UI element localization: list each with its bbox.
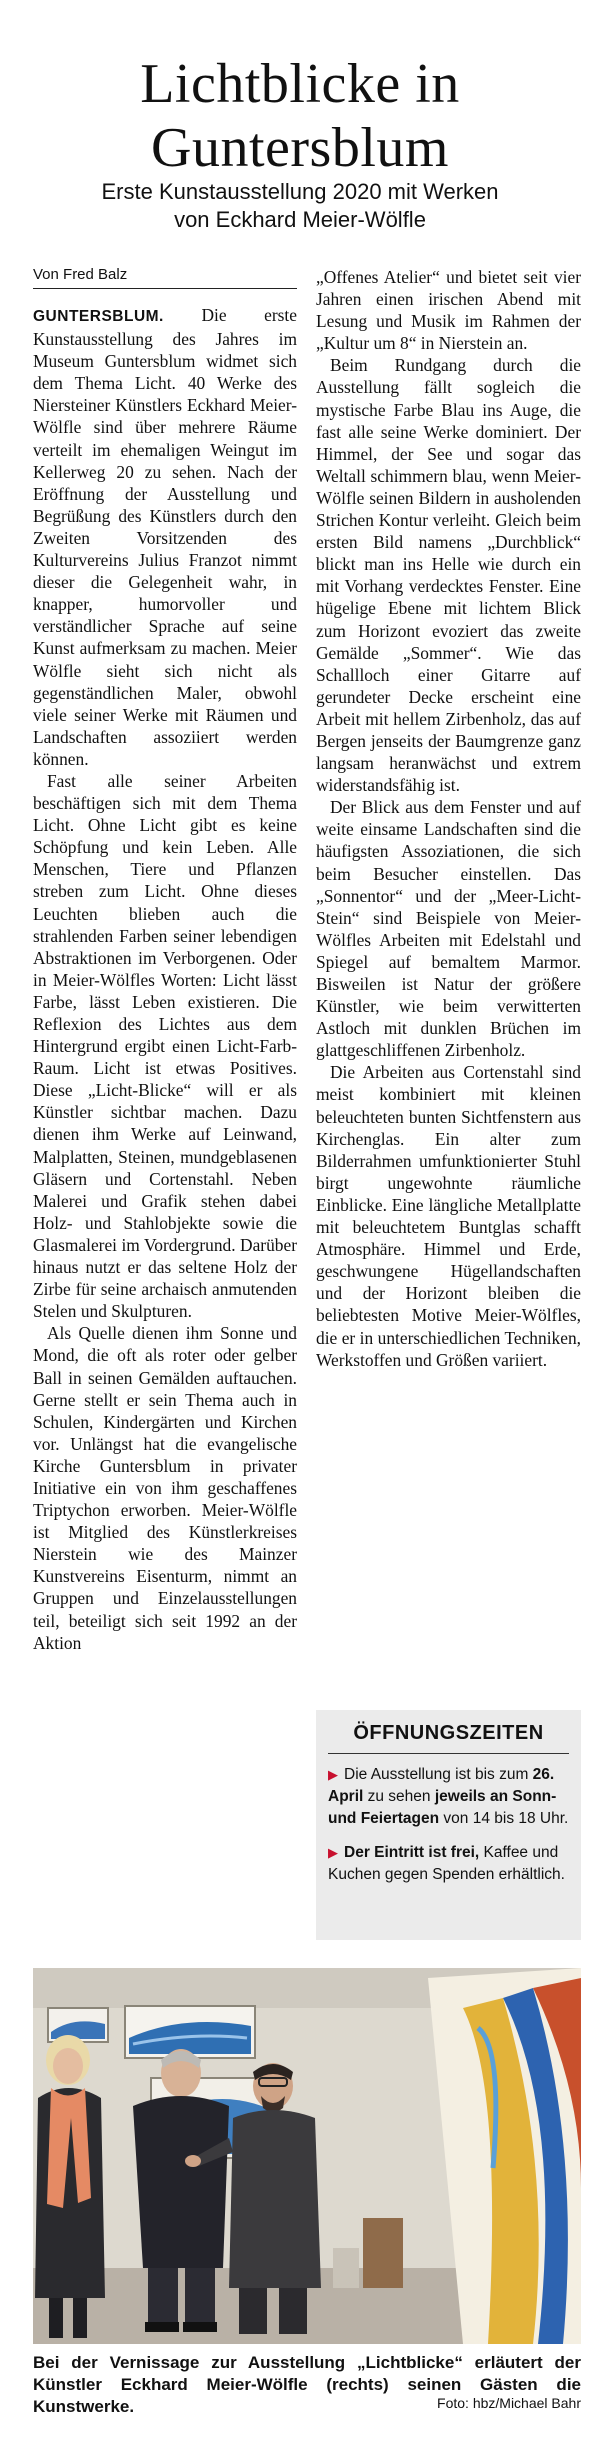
triangle-bullet-icon: ▶	[328, 1845, 338, 1860]
article-paragraph	[33, 304, 297, 770]
article-column-left	[33, 304, 297, 1654]
headline	[0, 52, 600, 180]
info-date: 26. April	[328, 1766, 555, 1805]
paragraph-text: Die erste Kunstausstellung des Jahres im Museum Guntersblum widmet sich dem Thema Licht. 40 Werke des Niersteiner Künstlers Eckhard Meier-Wölfle sind über mehrere Räume verteilt im ehemaligen Weingut im Kellerweg 20 zu sehen. Nach der Eröffnung der Ausstellung und Begrüßung des Künstlers durch den Zweiten Vorsitzenden des Kulturvereins Julius Franzot nimmt dieser die Gelegenheit wahr, in knapper, humorvoller und verständlicher Sprache auf seine Kunst aufmerksam zu machen. Meier Wölfle sieht sich nicht als gegenständlichen Maler, obwohl viele seiner Werke mit Räumen und Landschaften assoziiert werden können.	[33, 305, 297, 769]
divider	[328, 1753, 569, 1754]
article-paragraph: Die Arbeiten aus Cortenstahl sind meist kombiniert mit kleinen beleuchteten bunten Sichtfenstern aus Kirchenglas. Ein alter zum Bilderrahmen umfunktionierter Stuhl birgt ungewohnte räumliche Einblicke. Eine längliche Metallplatte mit beleuchtetem Buntglas schafft Atmosphäre. Himmel und Erde, geschwungene Hügellandschaften und der Horizont bleiben die beliebtesten Motive Meier-Wölfles, die er in unterschiedlichen Techniken, Werkstoffen und Größen variiert.	[316, 1062, 581, 1370]
subheadline-line-1: Erste Kunstausstellung 2020 mit Werken	[101, 179, 499, 204]
photo-illustration	[33, 1968, 581, 2344]
headline-line-1: Lichtblicke in	[140, 52, 460, 115]
info-admission: Der Eintritt ist frei,	[344, 1844, 480, 1861]
info-text: von 14 bis 18 Uhr.	[439, 1810, 569, 1827]
byline: Von Fred Balz	[33, 266, 297, 289]
article-paragraph: Als Quelle dienen ihm Sonne und Mond, die oft als roter oder gelber Ball in seinen Gemälden auftauchen. Gerne stellt er sein Thema auch in Schulen, Kindergärten und Kirchen vor. Unlängst hat die evangelische Kirche Guntersblum in privater Initiative ein von ihm geschaffenes Triptychon erworben. Meier-Wölfle ist Mitglied des Künstlerkreises Nierstein wie des Mainzer Kunstvereins Eisenturm, nimmt an Gruppen und Einzelausstellungen teil, beteiligt sich seit 1992 an der Aktion	[33, 1323, 297, 1653]
photo-credit: Foto: hbz/Michael Bahr	[437, 2395, 581, 2411]
info-text: Die Ausstellung ist bis zum	[344, 1766, 533, 1783]
headline-line-2: Guntersblum	[151, 116, 449, 179]
opening-hours-box	[316, 1710, 581, 1940]
article-paragraph: Fast alle seiner Arbeiten beschäftigen sich mit dem Thema Licht. Ohne Licht gibt es keine Schöpfung und kein Leben. Alle Menschen, Tiere und Pflanzen streben zum Licht. Ohne dieses Leuchten blieben auch die strahlenden Farben seiner lebendigen Abstraktionen im Verborgenen. Oder in Meier-Wölfles Worten: Licht lässt Farbe, lässt Leben existieren. Die Reflexion des Lichtes aus dem Hintergrund ergibt einen Licht-Farb-Raum. Licht ist etwas Positives. Diese „Licht-Blicke“ will er als Künstler sichtbar machen. Dazu dienen ihm Werke auf Leinwand, Malplatten, Steinen, mundgeblasenen Gläsern und Cortenstahl. Neben Malerei und Grafik stehen dabei Holz- und Stahlobjekte sowie die Glasmalerei im Vordergrund. Darüber hinaus nutzt er das seltene Holz der Zirbe für seine archaisch anmutenden Stelen und Skulpturen.	[33, 770, 297, 1322]
article-paragraph: Der Blick aus dem Fenster und auf weite einsame Landschaften sind die häufigsten Assoziationen, die sich beim Besucher einstellen. Das „Sonnentor“ und der „Meer-Licht-Stein“ sind Beispiele von Meier-Wölfles Arbeiten mit Edelstahl und Spiegel auf bemaltem Marmor. Bisweilen ist Natur der größere Künstler, wie beim verwitterten Astloch mit dunklen Brüchen im glattgeschliffenen Zirbenholz.	[316, 797, 581, 1061]
exhibition-photo	[33, 1968, 581, 2344]
info-days: jeweils an Sonn- und Feiertagen	[328, 1788, 557, 1827]
subheadline	[0, 178, 600, 234]
info-text: Kaffee und Kuchen gegen Spenden erhältlich.	[328, 1844, 565, 1883]
article-column-right	[316, 266, 581, 1371]
triangle-bullet-icon: ▶	[328, 1767, 338, 1782]
dateline: GUNTERSBLUM.	[33, 308, 164, 325]
info-item	[328, 1764, 569, 1830]
info-text: zu sehen	[363, 1788, 435, 1805]
opening-hours-title: ÖFFNUNGSZEITEN	[353, 1722, 544, 1744]
article-paragraph: Beim Rundgang durch die Ausstellung fällt sogleich die mystische Farbe Blau ins Auge, die fast alle seine Werke dominiert. Der Himmel, der See und sogar das Weltall schimmern blau, wenn Meier-Wölfle seinen Bildern in ausholenden Strichen Kontur verleiht. Gleich beim ersten Bild namens „Durchblick“ blickt man ins Helle wie durch ein mit Vorhang verdecktes Fenster. Eine hügelige Ebene mit lichtem Blick zum Horizont evoziert das zweite Gemälde „Sommer“. Wie das Schallloch einer Gitarre auf gerundeter Decke erscheint eine Arbeit mit hellem Zirbenholz, das auf Bergen jenseits der Baumgrenze ganz langsam heranwächst und extrem widerstandsfähig ist.	[316, 355, 581, 796]
info-item	[328, 1842, 569, 1886]
article-paragraph: „Offenes Atelier“ und bietet seit vier Jahren einen irischen Abend mit Lesung und Musik im Rahmen der „Kultur um 8“ in Nierstein an.	[316, 267, 581, 354]
photo-caption: Bei der Vernissage zur Ausstellung „Lichtblicke“ erläutert der Künstler Eckhard Meier-Wölfle (rechts) seinen Gästen die Kunstwerke.	[33, 2353, 581, 2416]
subheadline-line-2: von Eckhard Meier-Wölfle	[174, 207, 426, 232]
